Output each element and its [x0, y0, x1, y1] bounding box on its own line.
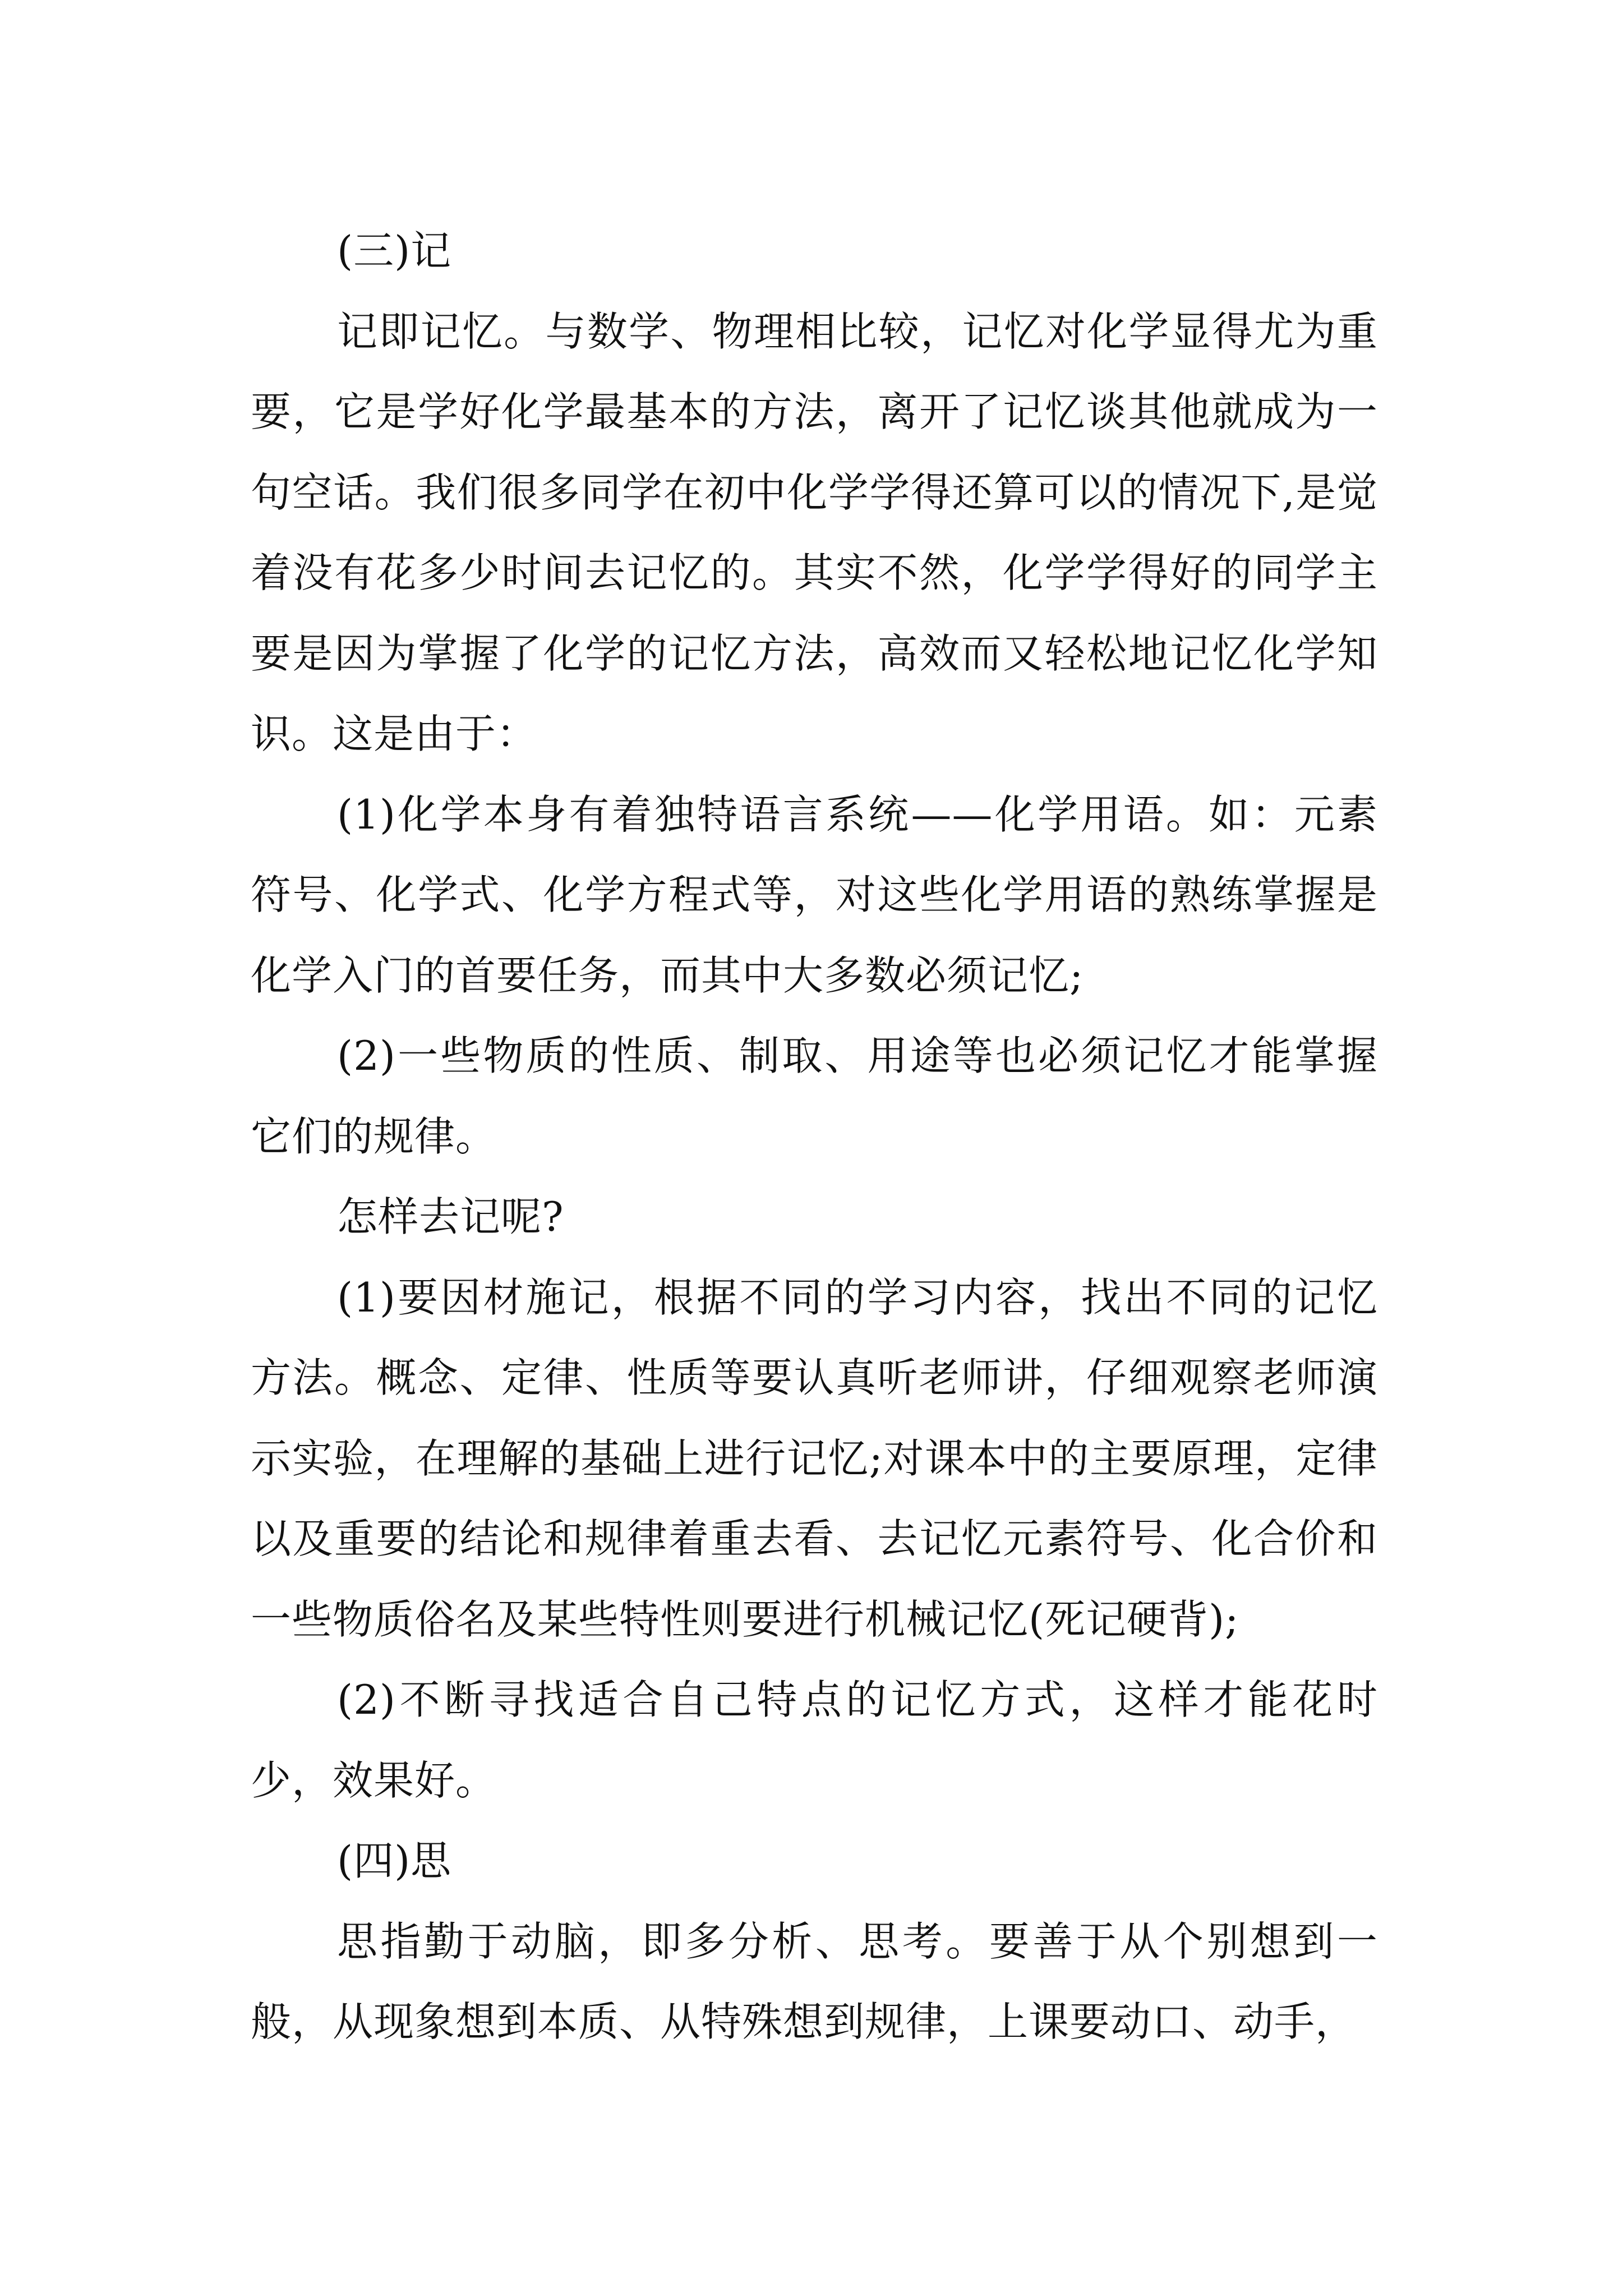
- paragraph-how-to-remember: 怎样去记呢?: [337, 1193, 564, 1240]
- document-body: [251, 211, 1378, 2063]
- paragraph-method-2: (2)不断寻找适合自己特点的记忆方式，这样才能花时少，效果好。: [251, 1676, 1378, 1804]
- section-heading-remember: (三)记: [337, 227, 452, 274]
- paragraph-think-intro: 思指勤于动脑，即多分析、思考。要善于从个别想到一般，从现象想到本质、从特殊想到规律，上课要动口、动手，: [251, 1917, 1378, 2045]
- paragraph-memory-intro: 记即记忆。与数学、物理相比较，记忆对化学显得尤为重要，它是学好化学最基本的方法，离开了记忆谈其他就成为一句空话。我们很多同学在初中化学学得还算可以的情况下,是觉着没有花多少时间去记忆的。其实不然，化学学得好的同学主要是因为掌握了化学的记忆方法，高效而又轻松地记忆化学知识。这是由于：: [251, 307, 1378, 757]
- paragraph-method-1: (1)要因材施记，根据不同的学习内容，找出不同的记忆方法。概念、定律、性质等要认真听老师讲，仔细观察老师演示实验，在理解的基础上进行记忆;对课本中的主要原理，定律以及重要的结论和规律着重去看、去记忆元素符号、化合价和一些物质俗名及某些特性则要进行机械记忆(死记硬背);: [251, 1273, 1378, 1643]
- section-heading-think: (四)思: [337, 1837, 452, 1884]
- paragraph-reason-1: (1)化学本身有着独特语言系统——化学用语。如：元素符号、化学式、化学方程式等，对这些化学用语的熟练掌握是化学入门的首要任务，而其中大多数必须记忆;: [251, 790, 1378, 999]
- paragraph-reason-2: (2)一些物质的性质、制取、用途等也必须记忆才能掌握它们的规律。: [251, 1032, 1378, 1160]
